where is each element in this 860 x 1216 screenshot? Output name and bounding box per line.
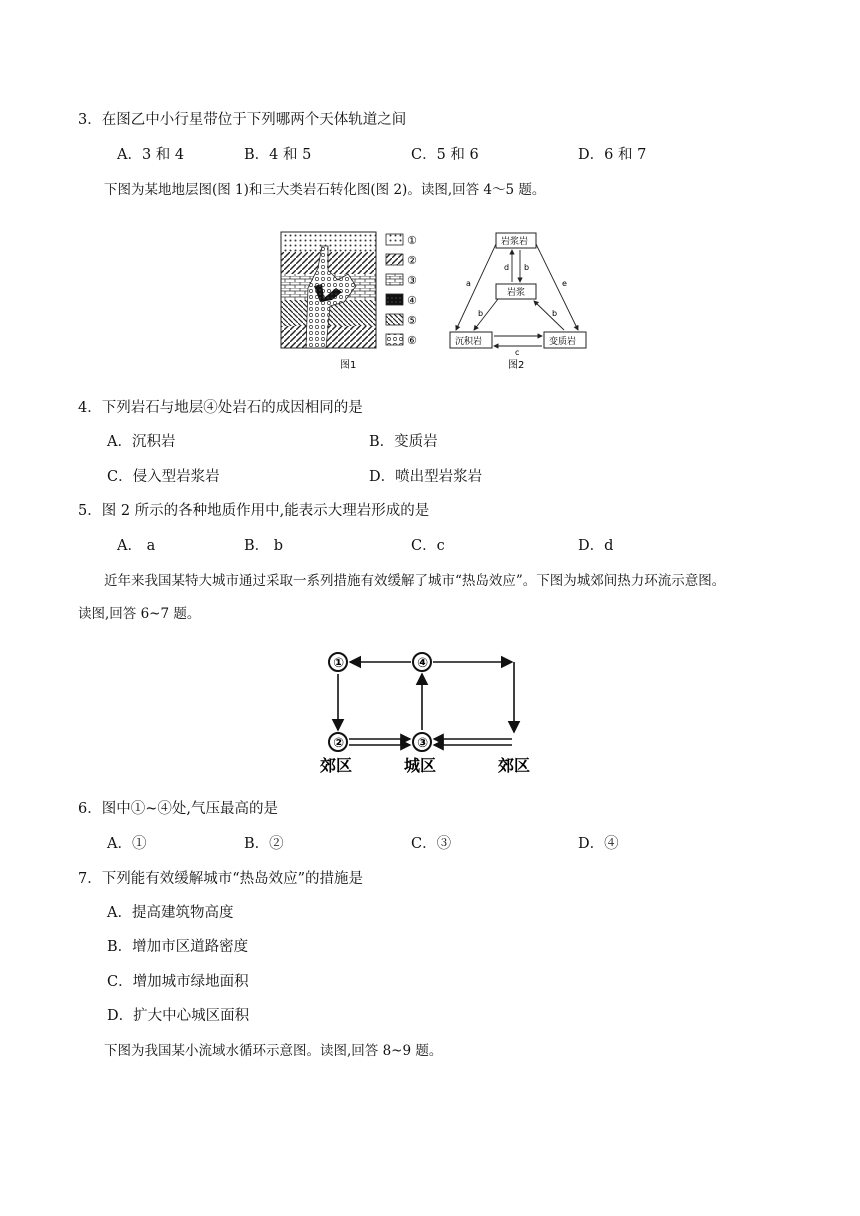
intro-6-7-line2: 读图,回答 6~7 题。 [78,606,201,622]
figure-3-heat-circulation [312,644,544,784]
figure-2-caption: 图2 [508,360,525,371]
q6-option-b: B．② [244,836,284,852]
intro-6-7-line1: 近年来我国某特大城市通过采取一系列措施有效缓解了城市“热岛效应”。下图为城郊间热力环流示意图。 [104,573,726,589]
legend-1: ① [407,234,417,247]
question-5-stem: 5．图 2 所示的各种地质作用中,能表示大理岩形成的是 [78,503,430,519]
q6-option-d: D．④ [578,836,619,852]
node-sedimentary: 沉积岩 [455,337,483,347]
q5-option-d: D．d [578,538,614,554]
question-4-stem: 4．下列岩石与地层④处岩石的成因相同的是 [78,400,363,416]
figure-1-strata [278,228,438,380]
label-d: d [504,263,510,272]
q5-option-a: A． a [117,538,156,554]
q4-option-a: A．沉积岩 [107,434,176,450]
q5-option-c: C．c [411,538,445,554]
q3-option-d: D．6 和 7 [578,147,647,163]
question-3-stem: 3．在图乙中小行星带位于下列哪两个天体轨道之间 [78,112,407,128]
node-igneous: 岩浆岩 [501,237,529,247]
point-2: ② [333,736,345,751]
label-c: c [515,348,520,357]
label-b-top: b [524,263,530,272]
q5-option-b: B． b [244,538,284,554]
q4-option-c: C．侵入型岩浆岩 [107,469,220,485]
point-4: ④ [417,656,429,671]
q4-option-d: D．喷出型岩浆岩 [369,469,483,485]
legend-2: ② [407,254,417,267]
legend-5: ⑤ [407,314,417,327]
question-7-stem: 7．下列能有效缓解城市“热岛效应”的措施是 [78,871,364,887]
label-e: e [562,279,567,288]
q3-option-a: A．3 和 4 [117,147,185,163]
node-magma: 岩浆 [507,288,526,298]
label-suburb-left: 郊区 [320,756,353,775]
label-a: a [466,279,471,288]
question-6-stem: 6．图中①~④处,气压最高的是 [78,801,278,817]
label-b-right: b [552,309,558,318]
figure-2-rock-cycle [446,228,592,380]
q7-option-a: A．提高建筑物高度 [107,905,234,921]
q6-option-c: C．③ [411,836,452,852]
intro-4-5: 下图为某地地层图(图 1)和三大类岩石转化图(图 2)。读图,回答 4～5 题。 [104,182,546,198]
q6-option-a: A．① [107,836,147,852]
q3-option-b: B．4 和 5 [244,147,312,163]
point-3: ③ [417,736,429,751]
intro-8-9: 下图为我国某小流域水循环示意图。读图,回答 8~9 题。 [104,1043,443,1059]
q7-option-d: D．扩大中心城区面积 [107,1008,250,1024]
legend-6: ⑥ [407,334,417,347]
label-b-left: b [478,309,484,318]
label-suburb-right: 郊区 [498,756,531,775]
legend-3: ③ [407,274,417,287]
label-city: 城区 [404,756,437,775]
point-1: ① [333,656,345,671]
q7-option-c: C．增加城市绿地面积 [107,974,249,990]
figure-1-caption: 图1 [340,360,357,371]
q7-option-b: B．增加市区道路密度 [107,939,249,955]
q3-option-c: C．5 和 6 [411,147,479,163]
q4-option-b: B．变质岩 [369,434,438,450]
node-metamorphic: 变质岩 [549,337,577,347]
legend-4: ④ [407,294,417,307]
